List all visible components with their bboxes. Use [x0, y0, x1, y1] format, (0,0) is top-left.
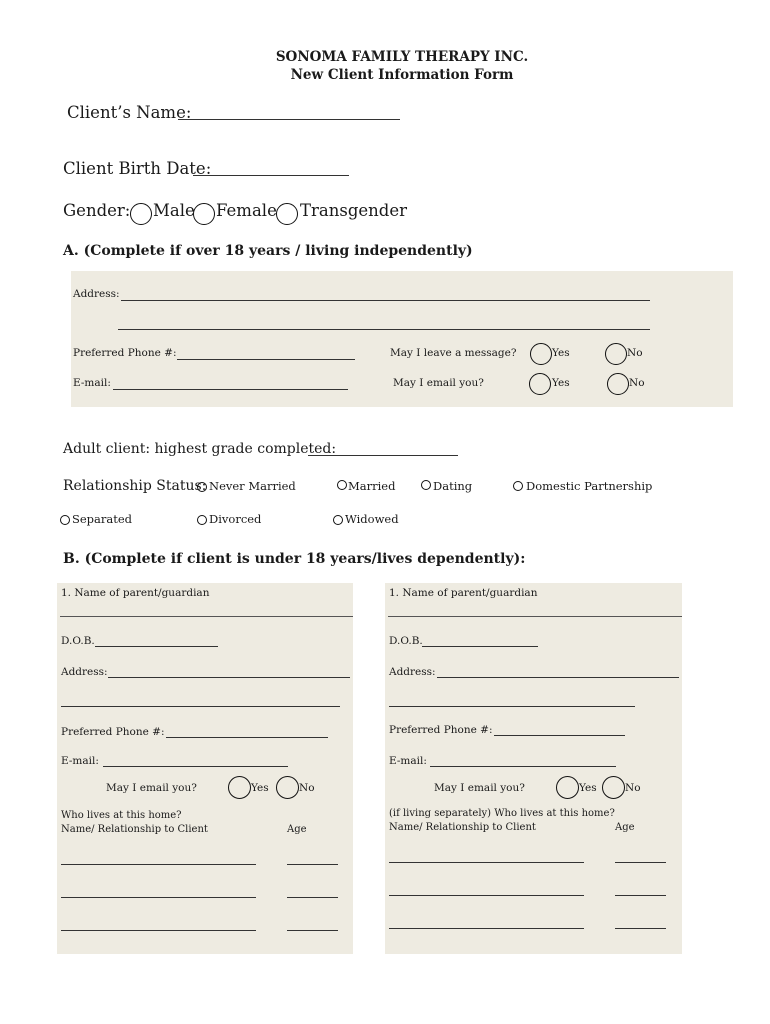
client-name-label: Client’s Name:	[67, 103, 192, 122]
org-name: SONOMA FAMILY THERAPY INC.	[275, 49, 529, 65]
right-name-relationship-header: Name/ Relationship to Client	[389, 822, 536, 833]
gender-label: Gender:	[63, 201, 131, 220]
email-no-label: No	[629, 377, 645, 389]
email-question: May I email you?	[393, 377, 484, 389]
left-email-yes-label: Yes	[251, 782, 269, 794]
gender-option-male: Male	[153, 201, 195, 220]
left-age-header: Age	[287, 824, 307, 835]
radio-email-no[interactable]	[607, 373, 629, 395]
right-age-header: Age	[615, 822, 635, 833]
right-who-lives: (if living separately) Who lives at this home?	[389, 808, 615, 819]
right-address-label: Address:	[389, 666, 436, 678]
left-household-name-1[interactable]	[61, 864, 256, 865]
right-household-age-3[interactable]	[615, 928, 666, 929]
left-household-age-1[interactable]	[287, 864, 338, 865]
left-address-line-1[interactable]	[108, 677, 350, 678]
form-title: New Client Information Form	[290, 67, 514, 83]
right-email-no-label: No	[625, 782, 641, 794]
leave-message-question: May I leave a message?	[390, 347, 517, 359]
left-phone-field[interactable]	[166, 737, 328, 738]
radio-married[interactable]	[337, 480, 347, 490]
right-email-field[interactable]	[430, 766, 616, 767]
left-email-field[interactable]	[103, 766, 288, 767]
right-household-name-2[interactable]	[389, 895, 584, 896]
message-yes-label: Yes	[552, 347, 570, 359]
radio-never-married[interactable]	[197, 482, 207, 492]
left-email-question: May I email you?	[106, 782, 197, 794]
email-label: E-mail:	[73, 377, 111, 389]
left-phone-label: Preferred Phone #:	[61, 726, 165, 738]
right-email-yes-label: Yes	[579, 782, 597, 794]
email-yes-label: Yes	[552, 377, 570, 389]
relationship-label: Relationship Status:	[63, 478, 207, 494]
left-address-label: Address:	[61, 666, 108, 678]
radio-divorced[interactable]	[197, 515, 207, 525]
section-a-heading: A. (Complete if over 18 years / living independently)	[63, 243, 473, 259]
radio-domestic-partnership[interactable]	[513, 481, 523, 491]
left-address-line-2[interactable]	[61, 706, 340, 707]
radio-message-no[interactable]	[605, 343, 627, 365]
radio-separated[interactable]	[60, 515, 70, 525]
left-name-relationship-header: Name/ Relationship to Client	[61, 824, 208, 835]
right-email-question: May I email you?	[434, 782, 525, 794]
radio-message-yes[interactable]	[530, 343, 552, 365]
right-phone-label: Preferred Phone #:	[389, 724, 493, 736]
right-household-name-3[interactable]	[389, 928, 584, 929]
phone-field[interactable]	[177, 359, 355, 360]
left-household-name-3[interactable]	[61, 930, 256, 931]
right-address-line-2[interactable]	[389, 706, 635, 707]
option-married: Married	[348, 479, 396, 493]
left-parent-label: 1. Name of parent/guardian	[61, 587, 210, 599]
left-household-age-3[interactable]	[287, 930, 338, 931]
radio-dating[interactable]	[421, 480, 431, 490]
client-name-field[interactable]	[178, 119, 400, 120]
left-parent-name-field[interactable]	[60, 616, 353, 617]
left-household-name-2[interactable]	[61, 897, 256, 898]
left-email-label: E-mail:	[61, 755, 99, 767]
right-parent-label: 1. Name of parent/guardian	[389, 587, 538, 599]
grade-label: Adult client: highest grade completed:	[63, 441, 337, 457]
gender-option-female: Female	[216, 201, 277, 220]
section-b-heading: B. (Complete if client is under 18 years/lives dependently):	[63, 551, 526, 567]
right-parent-name-field[interactable]	[388, 616, 682, 617]
option-never-married: Never Married	[209, 479, 296, 493]
radio-gender-transgender[interactable]	[276, 203, 298, 225]
right-email-label: E-mail:	[389, 755, 427, 767]
right-dob-field[interactable]	[422, 646, 538, 647]
grade-field[interactable]	[308, 455, 458, 456]
radio-widowed[interactable]	[333, 515, 343, 525]
radio-gender-female[interactable]	[193, 203, 215, 225]
phone-label: Preferred Phone #:	[73, 347, 177, 359]
option-domestic-partnership: Domestic Partnership	[526, 479, 653, 493]
right-household-age-2[interactable]	[615, 895, 666, 896]
left-radio-email-yes[interactable]	[228, 776, 251, 799]
right-household-name-1[interactable]	[389, 862, 584, 863]
right-radio-email-no[interactable]	[602, 776, 625, 799]
address-line-1[interactable]	[121, 300, 650, 301]
address-line-2[interactable]	[118, 329, 650, 330]
right-dob-label: D.O.B.	[389, 635, 423, 647]
left-dob-field[interactable]	[95, 646, 218, 647]
left-radio-email-no[interactable]	[276, 776, 299, 799]
option-separated: Separated	[72, 512, 133, 526]
radio-email-yes[interactable]	[529, 373, 551, 395]
section-b-right-box	[385, 583, 682, 954]
right-phone-field[interactable]	[494, 735, 625, 736]
email-field[interactable]	[113, 389, 348, 390]
option-divorced: Divorced	[209, 512, 262, 526]
right-household-age-1[interactable]	[615, 862, 666, 863]
left-email-no-label: No	[299, 782, 315, 794]
client-birth-field[interactable]	[193, 175, 349, 176]
message-no-label: No	[627, 347, 643, 359]
left-who-lives: Who lives at this home?	[61, 810, 182, 821]
left-dob-label: D.O.B.	[61, 635, 95, 647]
client-birth-label: Client Birth Date:	[63, 159, 212, 178]
option-widowed: Widowed	[345, 512, 399, 526]
option-dating: Dating	[433, 479, 473, 493]
section-b-left-box	[57, 583, 353, 954]
left-household-age-2[interactable]	[287, 897, 338, 898]
right-radio-email-yes[interactable]	[556, 776, 579, 799]
radio-gender-male[interactable]	[130, 203, 152, 225]
address-label: Address:	[73, 288, 120, 300]
right-address-line-1[interactable]	[437, 677, 679, 678]
gender-option-transgender: Transgender	[300, 201, 407, 220]
